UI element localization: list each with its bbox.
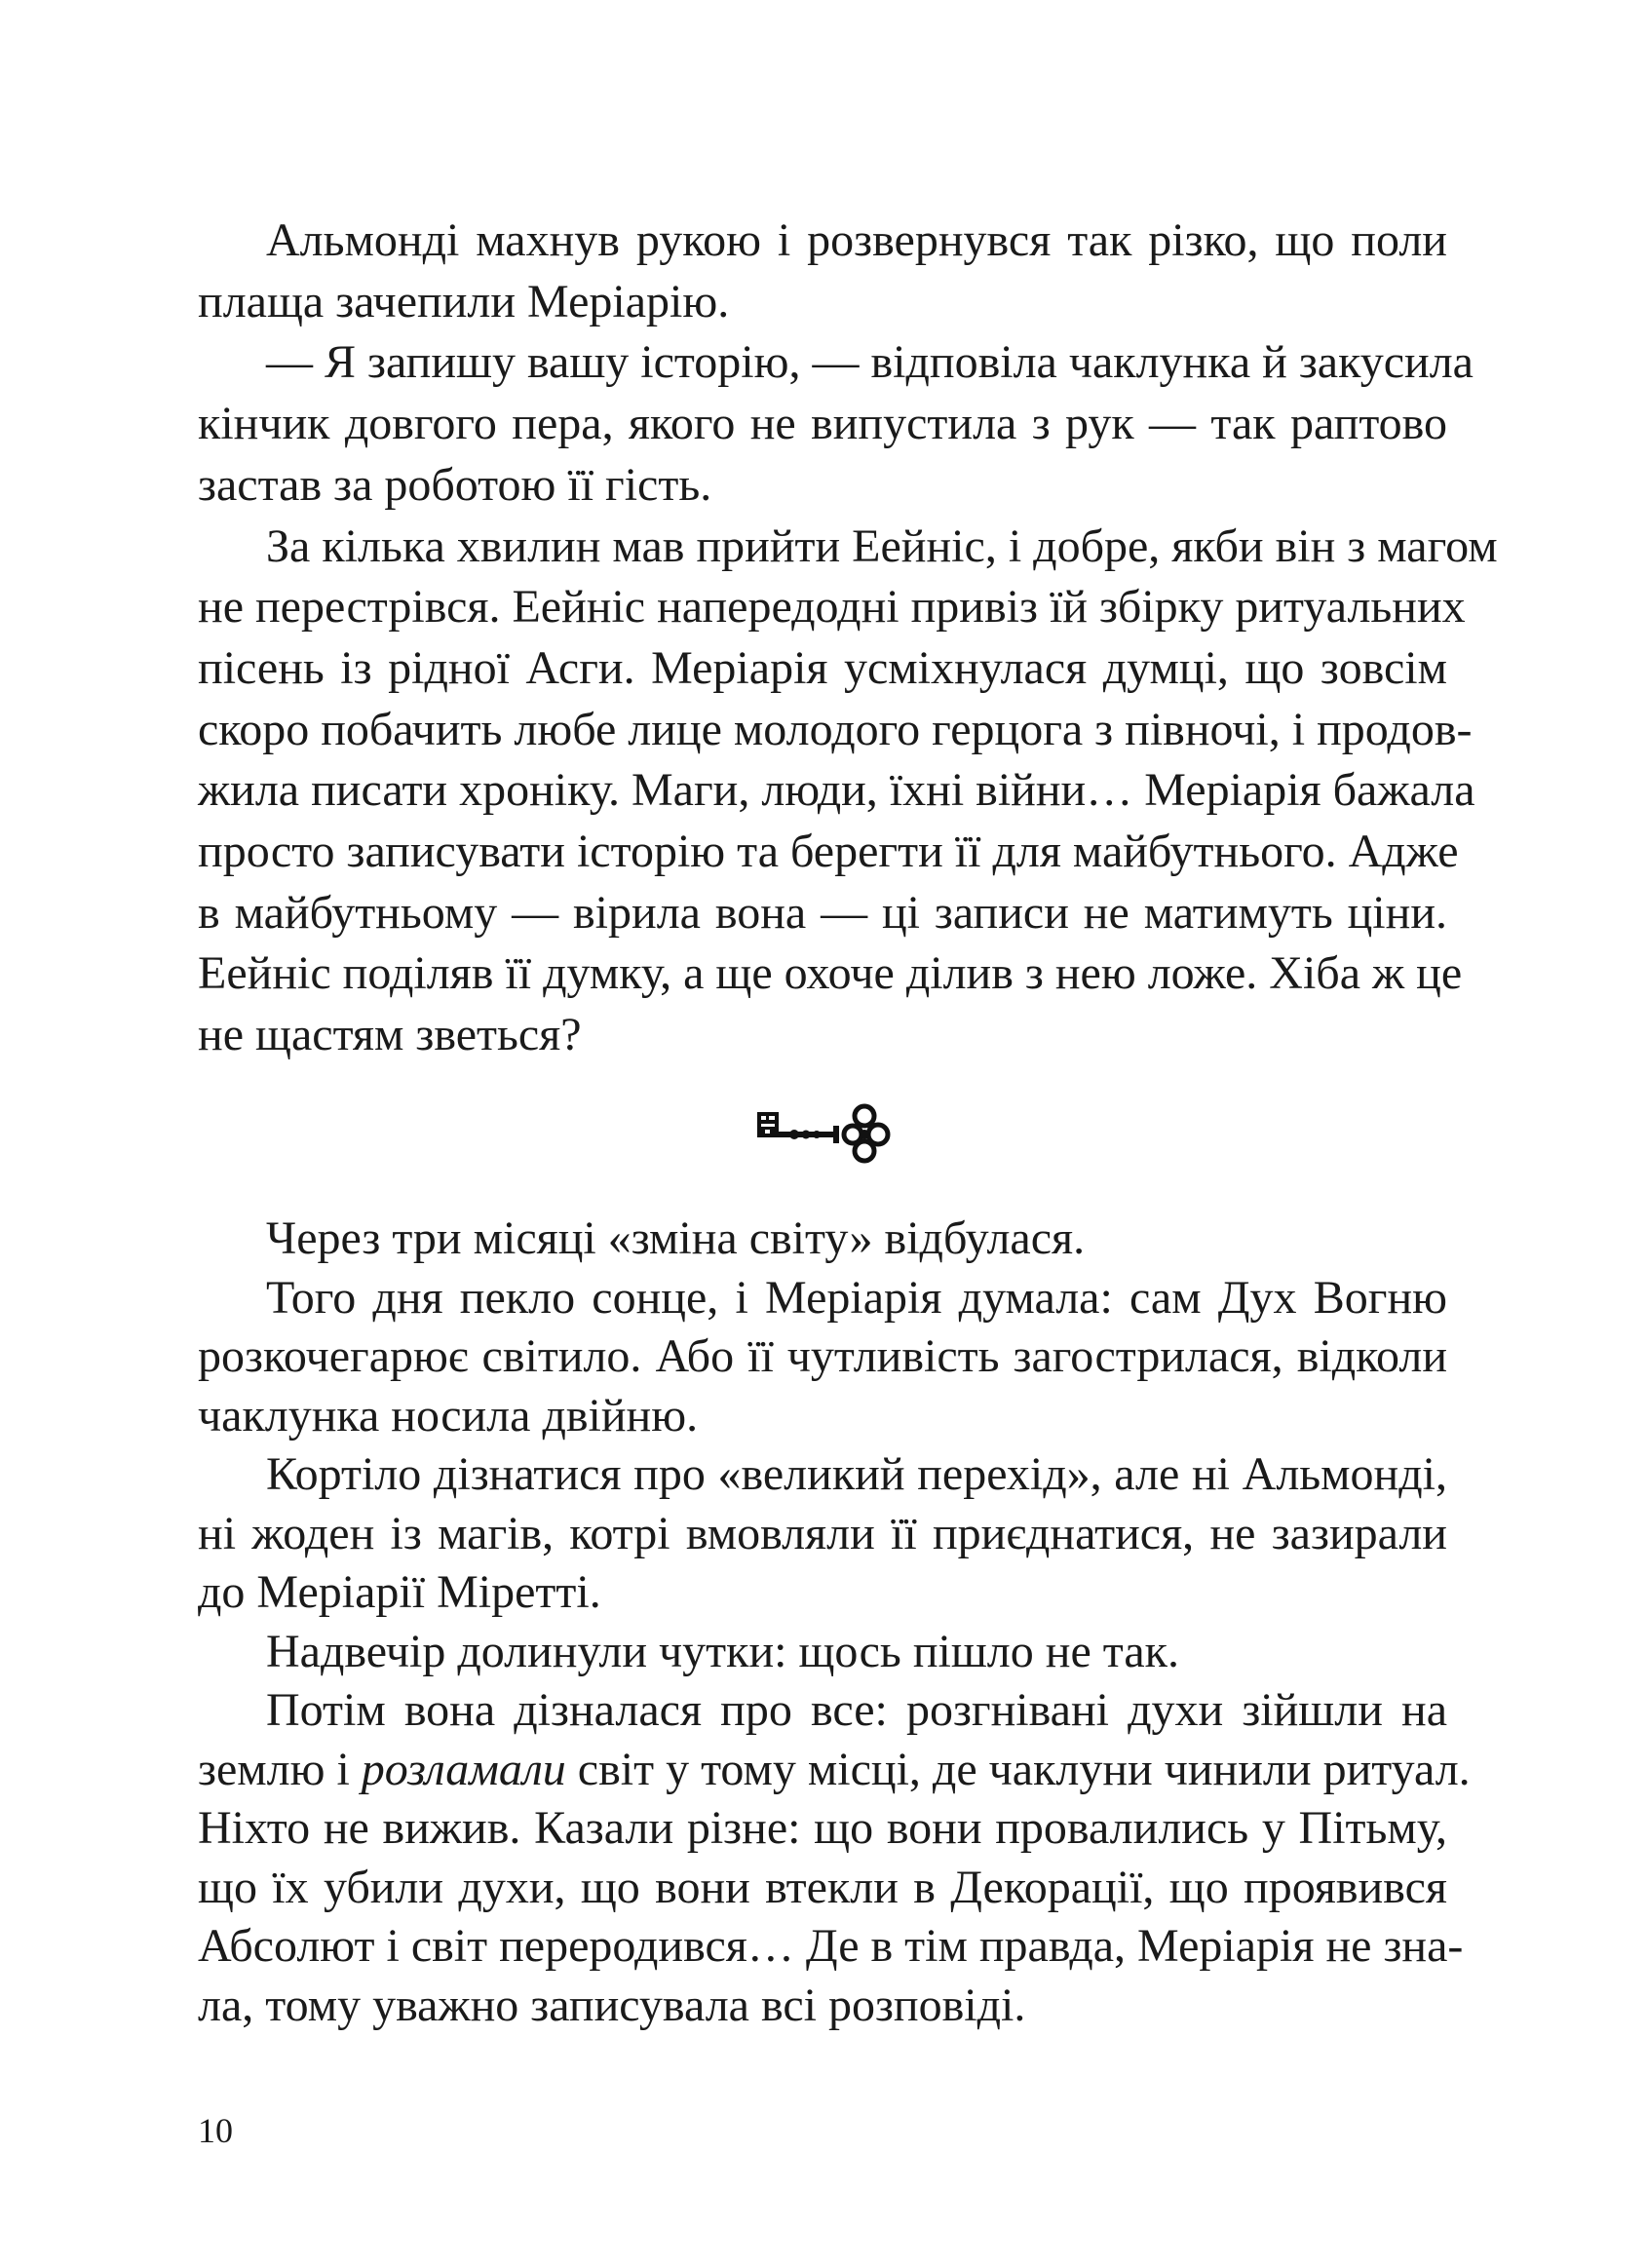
text-line: ла, тому уважно записувала всі розповіді. [198, 1979, 1026, 2031]
text-line: Того дня пекло сонце, і Меріарія думала: сам Дух Вогню [266, 1271, 1447, 1324]
text-line: Абсолют і світ переродився… Де в тім правда, Меріарія не зна- [198, 1920, 1464, 1972]
text-line: в майбутньому — вірила вона — ці записи не матимуть ціни. [198, 886, 1447, 939]
paragraph [198, 211, 1447, 332]
text-line: що їх убили духи, що вони втекли в Декорації, що проявився [198, 1861, 1447, 1913]
text-line: Альмонді махнув рукою і розвернувся так різко, що поли [266, 214, 1447, 266]
text-line: Через три місяці «зміна світу» відбулася. [266, 1212, 1086, 1264]
text-line: не перестрівся. Еейніс напередодні привіз їй збірку ритуальних [198, 581, 1466, 634]
text-line: жила писати хроніку. Маги, люди, їхні війни… Меріарія бажала [198, 764, 1475, 817]
paragraph [198, 1269, 1447, 1446]
text-line: Надвечір долинули чутки: щось пішло не так. [266, 1625, 1179, 1677]
text-line: просто записувати історію та берегти її для майбутнього. Адже [198, 826, 1459, 878]
key-ornament-icon [755, 1096, 901, 1165]
paragraph [198, 1210, 1447, 1269]
text-line: пісень із рідної Асги. Меріарія усміхнулася думці, що зовсім [198, 641, 1447, 694]
emphasized-word: розламали [361, 1743, 566, 1795]
paragraph [198, 1623, 1447, 1682]
text-block-bottom [198, 1210, 1471, 2035]
paragraph [198, 517, 1498, 1066]
paragraph [198, 1681, 1471, 2035]
text-line: Еейніс поділяв її думку, а ще охоче ділив з нею ложе. Хіба ж це [198, 947, 1463, 1000]
text-line: розкочегарює світило. Або її чутливість загострилася, відколи [198, 1330, 1447, 1382]
page-number: 10 [198, 2111, 233, 2150]
text-line: застав за роботою її гість. [198, 458, 712, 511]
text-line [198, 1741, 1471, 1800]
text-line: Потім вона дізналася про все: розгнівані духи зійшли на [266, 1684, 1447, 1736]
text-run: світ у тому місці, де чаклуни чинили ритуал. [565, 1743, 1471, 1795]
text-line: не щастям зветься? [198, 1009, 582, 1061]
text-line: Кортіло дізнатися про «великий перехід», але ні Альмонді, [266, 1448, 1447, 1500]
text-line: За кілька хвилин мав прийти Еейніс, і добре, якби він з магом [266, 519, 1498, 572]
text-line: чаклунка носила двійню. [198, 1389, 699, 1442]
text-line: кінчик довгого пера, якого не випустила з рук — так раптово [198, 398, 1447, 450]
text-line: скоро побачить любе лице молодого герцога з півночі, і продов- [198, 703, 1473, 755]
text-line: — Я запишу вашу історію, — відповіла чаклунка й закусила [266, 336, 1474, 389]
text-line: ні жоден із магів, котрі вмовляли її приєднатися, не зазирали [198, 1507, 1447, 1559]
text-run: землю і [198, 1743, 362, 1795]
text-line: Ніхто не вижив. Казали різне: що вони провалились у Пітьму, [198, 1802, 1447, 1854]
text-line: до Меріарії Міретті. [198, 1566, 601, 1618]
text-block-top [198, 211, 1498, 1066]
text-line: плаща зачепили Меріарію. [198, 275, 730, 327]
paragraph [198, 1445, 1447, 1623]
paragraph [198, 332, 1474, 516]
